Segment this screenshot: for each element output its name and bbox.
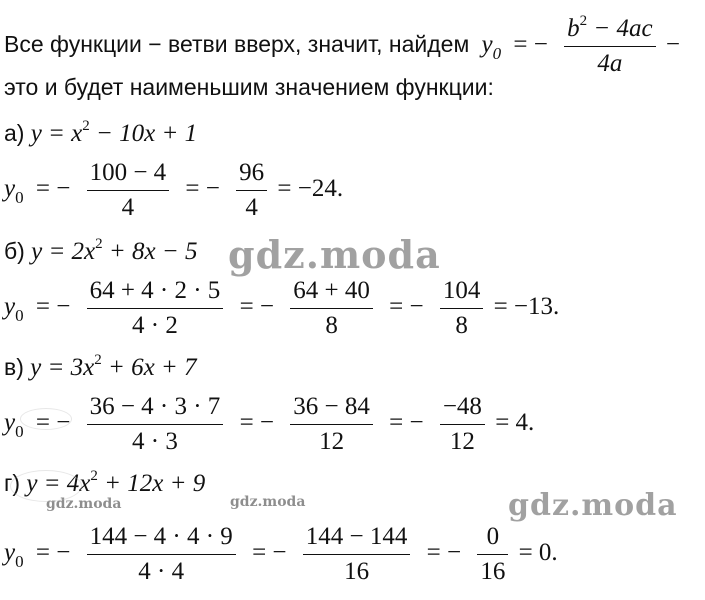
watermark-right: gdz.moda — [508, 488, 678, 523]
result: = −24. — [277, 175, 344, 203]
part-a-solution — [4, 158, 343, 223]
part-label: г) — [4, 470, 21, 496]
part-c-solution — [4, 392, 534, 457]
intro-eq: = − — [513, 31, 548, 59]
part-b-func — [4, 236, 198, 267]
watermark-stamp — [10, 470, 82, 502]
part-a-func — [4, 118, 197, 149]
part-d-solution — [4, 522, 558, 587]
equals-minus: = − — [35, 409, 71, 437]
equals-minus: = − — [389, 409, 424, 437]
intro-y0: $y_0$ — [481, 31, 502, 64]
intro-fraction-num: $b^2 - 4ac$ — [564, 14, 655, 47]
function: $y = x^2 - 10x + 1$ — [30, 118, 198, 147]
solution-lhs: $y_0$ — [4, 175, 24, 208]
solution-lhs: $y_0$ — [4, 293, 24, 326]
result: = −13. — [493, 293, 560, 321]
intro-fraction-den: 4a — [597, 50, 623, 77]
intro-text: Все функции − ветви вверх, значит, найдем — [4, 31, 470, 58]
watermark-small-mid: gdz.moda — [230, 494, 306, 510]
equals-minus: = − — [239, 409, 275, 437]
part-label: а) — [4, 120, 25, 146]
equals-minus: = − — [426, 539, 462, 567]
fraction: $\frac{64 + 40}{8}$ — [290, 276, 373, 341]
intro-line2: это и будет наименьшим значением функции: — [4, 74, 494, 100]
solution-lhs: $y_0$ — [4, 409, 24, 442]
watermark-center: gdz.moda — [228, 232, 441, 277]
function: $y = 2x^2 + 8x - 5$ — [31, 236, 198, 265]
part-c-func — [4, 352, 197, 383]
fraction: $\frac{36 - 4 \cdot 3 \cdot 7}{4 \cdot 3}$ — [87, 392, 224, 457]
watermark-stamp — [20, 408, 72, 430]
part-b-solution — [4, 276, 559, 341]
fraction: $\frac{104}{8}$ — [440, 276, 484, 341]
equals-minus: = − — [35, 175, 71, 203]
fraction: $\frac{100 - 4}{4}$ — [87, 158, 170, 223]
fraction: $\frac{64 + 4 \cdot 2 \cdot 5}{4 \cdot 2}$ — [87, 276, 224, 341]
intro-dash: − — [665, 31, 680, 59]
fraction: $\frac{144 - 144}{16}$ — [303, 522, 411, 587]
fraction: $\frac{0}{16}$ — [477, 522, 508, 587]
equals-minus: = − — [35, 293, 71, 321]
fraction: $\frac{144 - 4 \cdot 4 \cdot 9}{4 \cdot 4}$ — [87, 522, 236, 587]
part-label: б) — [4, 238, 25, 264]
intro-line — [4, 14, 680, 79]
result: = 4. — [495, 409, 535, 437]
equals-minus: = − — [35, 539, 71, 567]
result: = 0. — [518, 539, 558, 567]
equals-minus: = − — [185, 175, 220, 203]
function: $y = 3x^2 + 6x + 7$ — [30, 352, 197, 381]
solution-lhs: $y_0$ — [4, 539, 24, 572]
intro-fraction — [564, 14, 655, 79]
fraction: $\frac{36 - 84}{12}$ — [290, 392, 373, 457]
equals-minus: = − — [389, 293, 424, 321]
fraction: $\frac{-48}{12}$ — [440, 392, 485, 457]
equals-minus: = − — [239, 293, 275, 321]
function: $y = 4x^2 + 12x + 9$ — [26, 468, 206, 497]
fraction: $\frac{96}{4}$ — [236, 158, 267, 223]
equals-minus: = − — [252, 539, 287, 567]
watermark-small-left: gdz.moda — [46, 496, 122, 512]
part-label: в) — [4, 354, 24, 380]
